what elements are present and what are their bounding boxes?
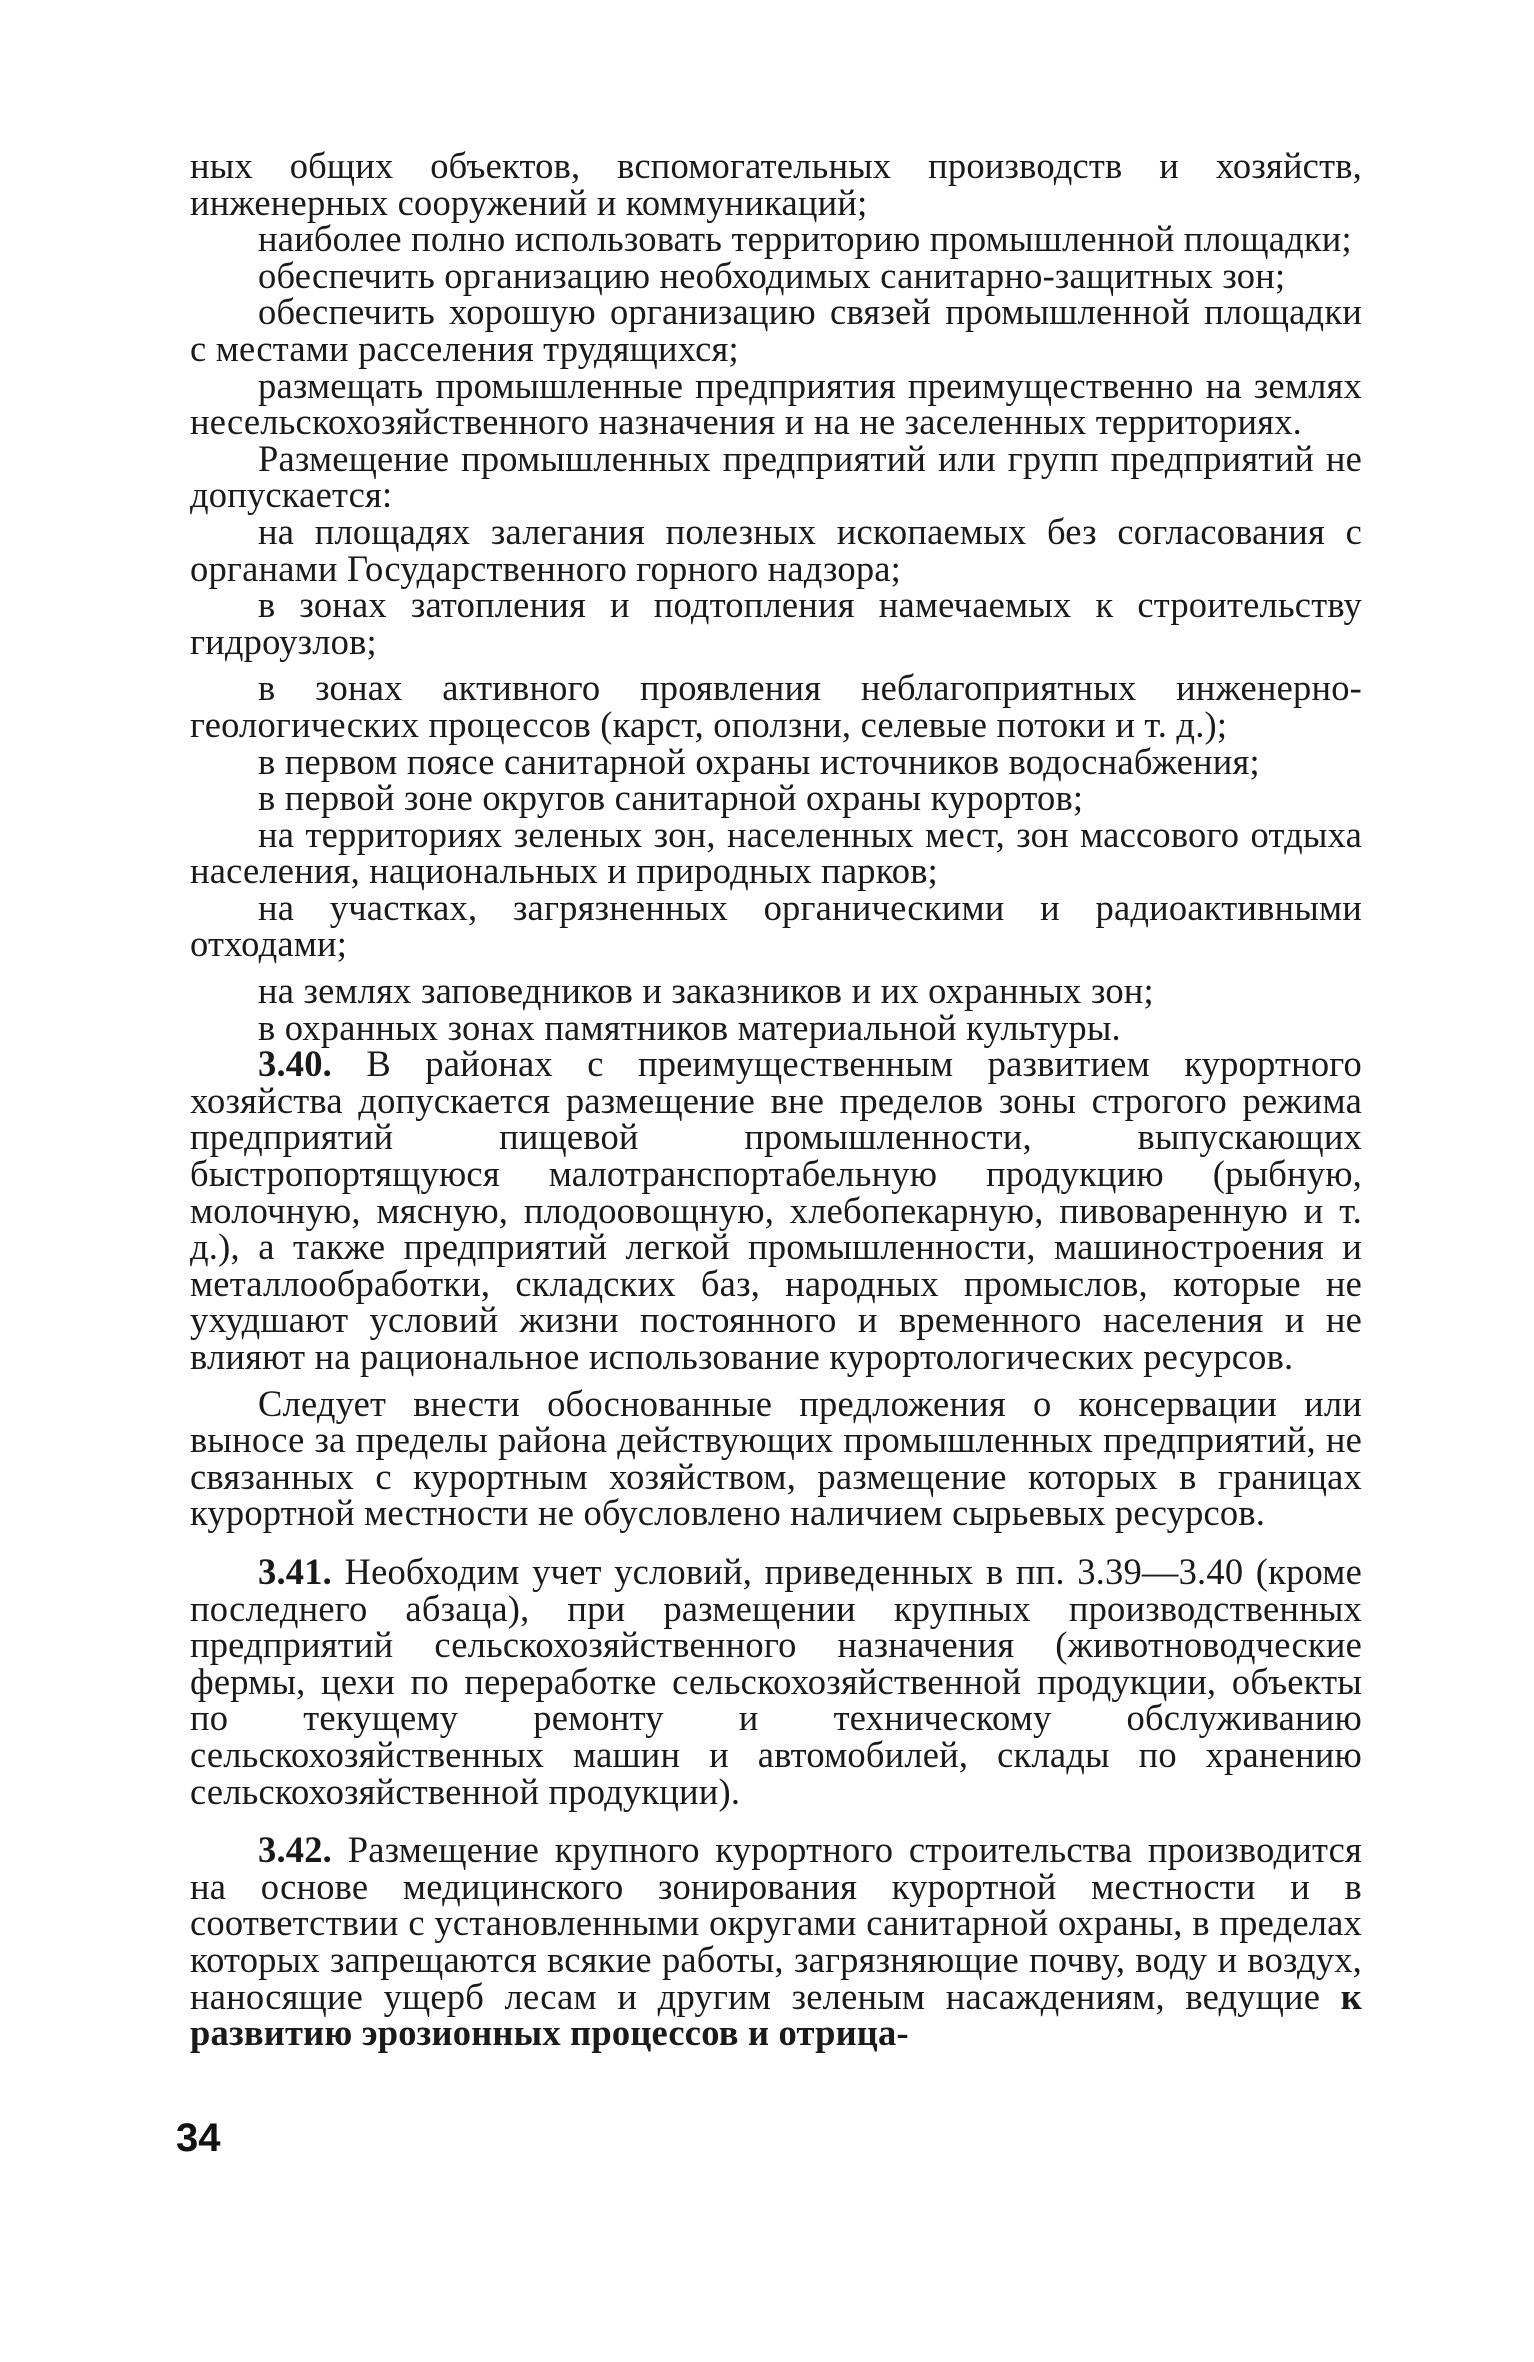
section-3-40 [190, 1043, 1363, 1377]
section-number: 3.40. [258, 1043, 332, 1085]
section-text: В районах с преимущественным развитием курортного хозяйства допускается размещение вне пределов зоны строгого режима предприятий пищевой промышленности, выпускающих быстропортящуюся малотранспортабельную продукцию (рыбную, молочную, мясную, плодоовощную, хлебопекарную, пивоваренную и т. д.), а также предприятий легкой промышленности, машиностроения и металлообработки, складских баз, народных промыслов, которые не ухудшают условий жизни постоянного и временного населения и не влияют на рациональное использование курортологических ресурсов. [190, 1043, 1363, 1377]
section-text: Размещение крупного курортного строительства производится на основе медицинского зонирования курортной местности и в соответствии с установленными округами санитарной охраны, в пределах которых запрещаются всякие работы, загрязняющие почву, воду и воздух, наносящие ущерб лесам и другим зеленым насаждениям, ведущие [190, 1829, 1362, 2017]
section-3-41 [190, 1550, 1362, 1812]
paragraph-3: обеспечить организацию необходимых санитарно-защитных зон; [258, 254, 1286, 296]
section-text-bold-tail: к развитию эрозионных процессов и отрица- [190, 1975, 1362, 2054]
paragraph-9: в зонах активного проявления неблагоприятных инженерно-геологических процессов (карст, оползни, селевые потоки и т. д.); [190, 667, 1362, 745]
paragraph-7: на площадях залегания полезных ископаемых без согласования с органами Государственного горного надзора; [190, 510, 1362, 589]
paragraph-15: в охранных зонах памятников материальной культуры. [258, 1006, 1121, 1048]
section-3-42 [190, 1829, 1362, 2054]
paragraph-11: в первой зоне округов санитарной охраны курортов; [258, 777, 1084, 819]
section-text: Необходим учет условий, приведенных в пп. 3.39—3.40 (кроме последнего абзаца), при размещении крупных производственных предприятий сельскохозяйственного назначения (животноводческие фермы, цехи по переработке сельскохозяйственной продукции, объекты по текущему ремонту и техническому обслуживанию сельскохозяйственных машин и автомобилей, склады по хранению сельскохозяйственной продукции). [190, 1550, 1362, 1812]
paragraph-8: в зонах затопления и подтопления намечаемых к строительству гидроузлов; [190, 584, 1362, 662]
paragraph-17: Следует внести обоснованные предложения о консервации или выносе за пределы района действующих промышленных предприятий, не связанных с курортным хозяйством, размещение которых в границах курортной местности не обусловлено наличием сырьевых ресурсов. [190, 1382, 1362, 1534]
paragraph-10: в первом поясе санитарной охраны источников водоснабжения; [258, 740, 1260, 782]
section-number: 3.42. [258, 1829, 332, 1871]
section-number: 3.41. [258, 1550, 332, 1592]
paragraph-6: Размещение промышленных предприятий или групп предприятий не допускается: [190, 437, 1362, 516]
paragraph-5: размещать промышленные предприятия преимущественно на землях несельскохозяйственного назначения и на не заселенных территориях. [190, 364, 1362, 443]
paragraph-1: ных общих объектов, вспомогательных производств и хозяйств, инженерных сооружений и коммуникаций; [190, 145, 1362, 223]
paragraph-2: наиболее полно использовать территорию промышленной площадки; [258, 218, 1352, 260]
paragraph-12: на территориях зеленых зон, населенных мест, зон массового отдыха населения, национальных и природных парков; [190, 813, 1362, 892]
page-body [190, 145, 1363, 2054]
paragraph-13: на участках, загрязненных органическими и радиоактивными отходами; [190, 886, 1362, 965]
page-number: 34 [176, 2116, 221, 2160]
paragraph-4: обеспечить хорошую организацию связей промышленной площадки с местами расселения трудящихся; [190, 291, 1362, 369]
paragraph-14: на землях заповедников и заказников и их охранных зон; [258, 970, 1154, 1012]
